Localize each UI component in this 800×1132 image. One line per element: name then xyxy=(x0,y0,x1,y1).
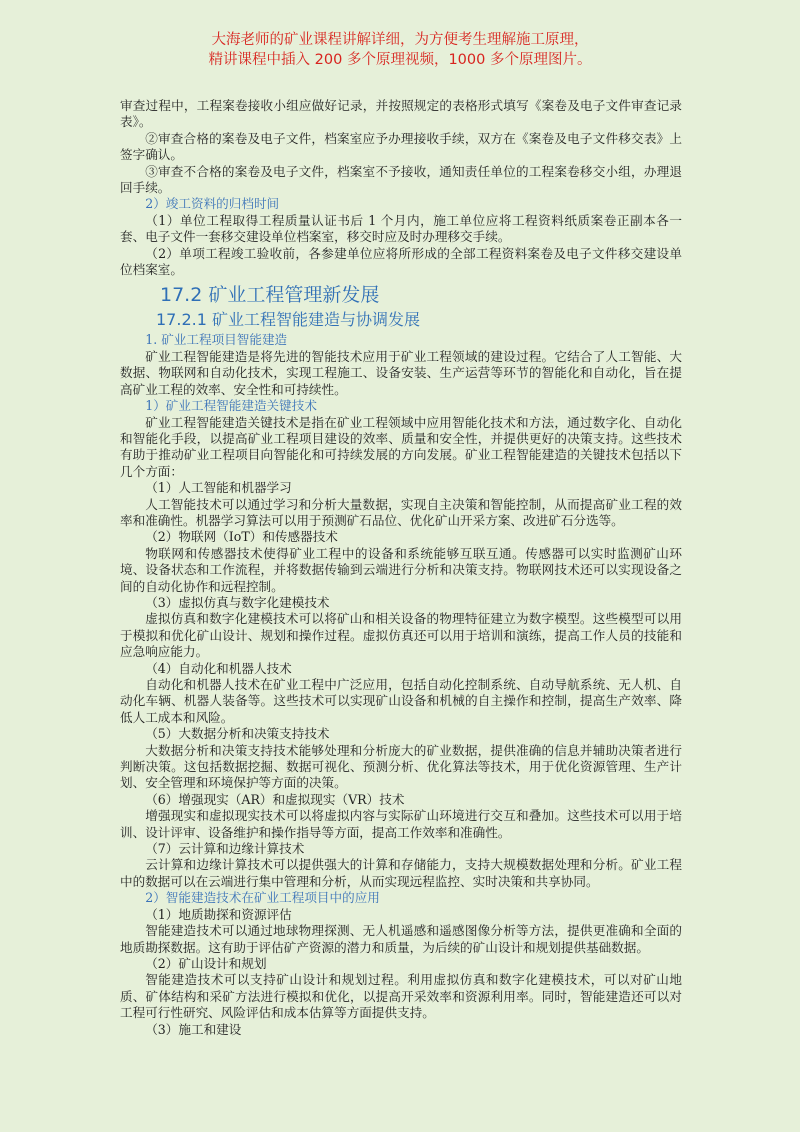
item-text: 云计算和边缘计算技术可以提供强大的计算和存储能力，支持大规模数据处理和分析。矿业工程中的数据可以在云端进行集中管理和分析，从而实现远程监控、实时决策和共享协同。 xyxy=(120,857,682,889)
section-title: 17.2 矿业工程管理新发展 xyxy=(160,284,380,307)
item-title: （6）增强现实（AR）和虚拟现实（VR）技术 xyxy=(145,791,405,807)
item-title: （2）矿山设计和规划 xyxy=(145,955,267,971)
item-title: （5）大数据分析和决策支持技术 xyxy=(145,726,330,742)
item-title: （1）地质勘探和资源评估 xyxy=(145,906,292,922)
section-h3: 1. 矿业工程项目智能建造 xyxy=(145,332,288,348)
document-body xyxy=(120,98,682,1038)
item-text: 虚拟仿真和数字化建模技术可以将矿山和相关设备的物理特征建立为数字模型。这些模型可以用于模拟和优化矿山设计、规划和操作过程。虚拟仿真还可以用于培训和演练，提高工作人员的技能和应急响应能力。 xyxy=(120,611,682,660)
promo-banner xyxy=(0,30,800,70)
item-title: （7）云计算和边缘计算技术 xyxy=(145,841,305,857)
paragraph: ②审查合格的案卷及电子文件，档案室应予办理接收手续，双方在《案卷及电子文件移交表》上签字确认。 xyxy=(120,130,682,163)
banner-line-2: 精讲课程中插入 200 多个原理视频，1000 多个原理图片。 xyxy=(208,52,592,68)
item-text: 智能建造技术可以支持矿山设计和规划过程。利用虚拟仿真和数字化建模技术，可以对矿山地质、矿体结构和采矿方法进行模拟和优化，以提高开采效率和资源利用率。同时，智能建造还可以对工程可行性研究、风险评估和成本估算等方面提供支持。 xyxy=(120,972,682,1021)
item-text: 大数据分析和决策支持技术能够处理和分析庞大的矿业数据，提供准确的信息并辅助决策者进行判断决策。这包括数据挖掘、数据可视化、预测分析、优化算法等技术，用于优化资源管理、生产计划、安全管理和环境保护等方面的决策。 xyxy=(120,742,682,791)
item-title: （4）自动化和机器人技术 xyxy=(145,660,292,676)
item-text: 物联网和传感器技术使得矿业工程中的设备和系统能够互联互通。传感器可以实时监测矿山环境、设备状态和工作流程，并将数据传输到云端进行分析和决策支持。物联网技术还可以实现设备之间的自动化协作和远程控制。 xyxy=(120,545,682,594)
item-title: （3）虚拟仿真与数字化建模技术 xyxy=(145,594,330,610)
paragraph: （2）单项工程竣工验收前，各参建单位应将所形成的全部工程资料案卷及电子文件移交建设单位档案室。 xyxy=(120,245,682,278)
item-title: （3）施工和建设 xyxy=(145,1021,242,1037)
paragraph: 矿业工程智能建造是将先进的智能技术应用于矿业工程领域的建设过程。它结合了人工智能、大数据、物联网和自动化技术，实现工程施工、设备安装、生产运营等环节的智能化和自动化，旨在提高矿业工程的效率、安全性和可持续性。 xyxy=(120,348,682,397)
subheading-application: 2）智能建造技术在矿业工程项目中的应用 xyxy=(145,890,380,906)
banner-line-1: 大海老师的矿业课程讲解详细，为方便考生理解施工原理， xyxy=(211,32,589,48)
subheading-key-tech: 1）矿业工程智能建造关键技术 xyxy=(145,398,317,414)
section-subtitle: 17.2.1 矿业工程智能建造与协调发展 xyxy=(156,310,420,330)
item-text: 增强现实和虚拟现实技术可以将虚拟内容与实际矿山环境进行交互和叠加。这些技术可以用于培训、设计评审、设备维护和操作指导等方面，提高工作效率和准确性。 xyxy=(120,808,682,840)
item-text: 人工智能技术可以通过学习和分析大量数据，实现自主决策和智能控制，从而提高矿业工程的效率和准确性。机器学习算法可以用于预测矿石品位、优化矿山开采方案、改进矿石分选等。 xyxy=(120,496,682,528)
item-text: 智能建造技术可以通过地球物理探测、无人机遥感和遥感图像分析等方法，提供更准确和全面的地质勘探数据。这有助于评估矿产资源的潜力和质量，为后续的矿山设计和规划提供基础数据。 xyxy=(120,923,682,955)
subheading-archive-time: 2）竣工资料的归档时间 xyxy=(145,196,280,212)
paragraph: ③审查不合格的案卷及电子文件，档案室不予接收，通知责任单位的工程案卷移交小组，办理退回手续。 xyxy=(120,163,682,196)
paragraph: （1）单位工程取得工程质量认证书后 1 个月内，施工单位应将工程资料纸质案卷正副本各一套、电子文件一套移交建设单位档案室，移交时应及时办理移交手续。 xyxy=(120,212,682,245)
paragraph: 矿业工程智能建造关键技术是指在矿业工程领域中应用智能化技术和方法，通过数字化、自动化和智能化手段，以提高矿业工程项目建设的效率、质量和安全性，并提供更好的决策支持。这些技术有助于推动矿业工程项目向智能化和可持续发展的方向发展。矿业工程智能建造的关键技术包括以下几个方面： xyxy=(120,414,682,479)
item-title: （2）物联网（IoT）和传感器技术 xyxy=(145,529,338,545)
paragraph: 审查过程中，工程案卷接收小组应做好记录，并按照规定的表格形式填写《案卷及电子文件审查记录表》。 xyxy=(120,98,682,130)
item-text: 自动化和机器人技术在矿业工程中广泛应用，包括自动化控制系统、自动导航系统、无人机、自动化车辆、机器人装备等。这些技术可以实现矿山设备和机械的自主操作和控制，提高生产效率、降低人工成本和风险。 xyxy=(120,677,682,725)
item-title: （1）人工智能和机器学习 xyxy=(145,480,292,496)
